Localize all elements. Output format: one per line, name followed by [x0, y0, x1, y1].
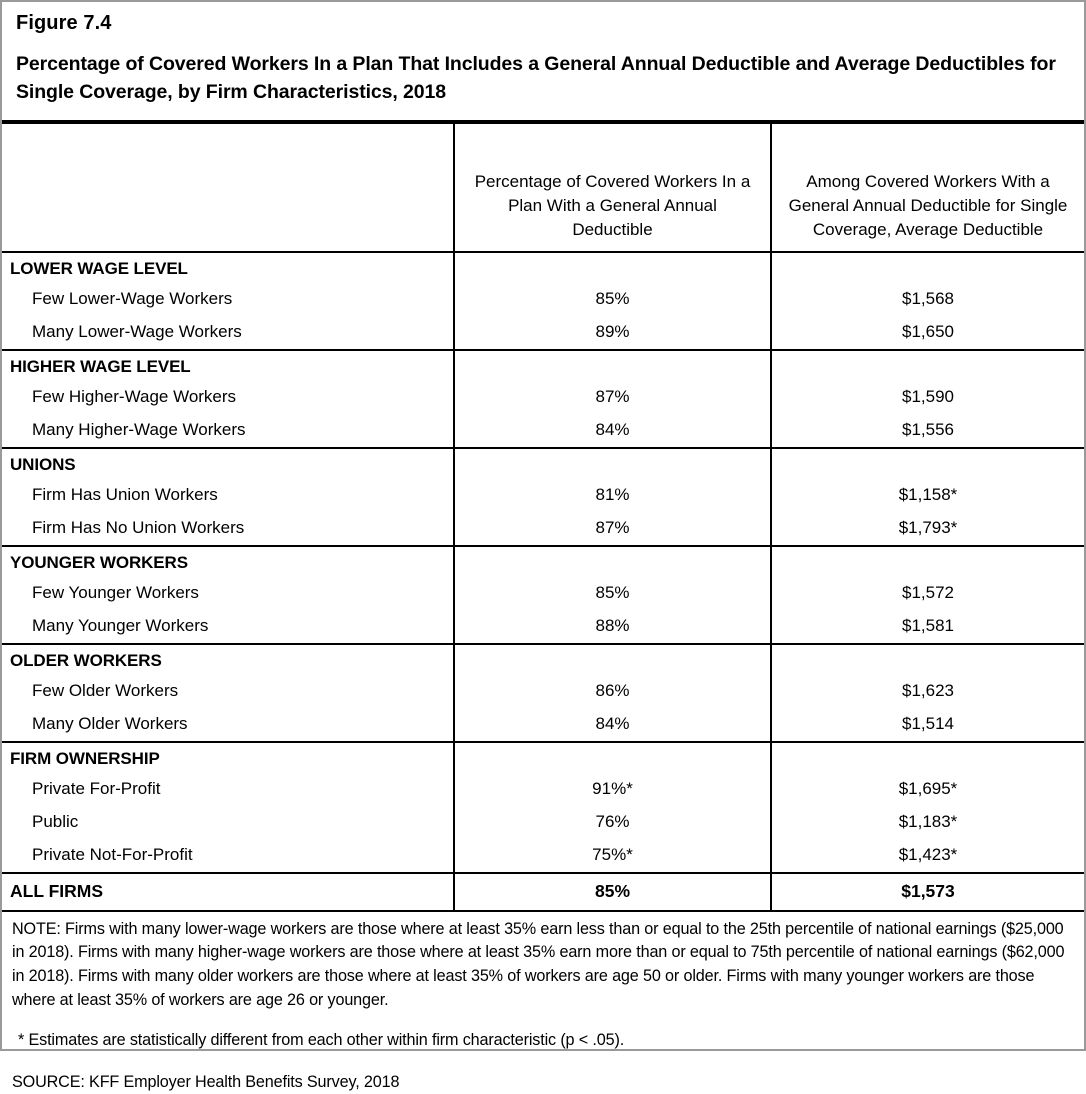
column-header-percentage: Percentage of Covered Workers In a Plan With a General Annual Deductible	[454, 124, 771, 252]
table-group-heading-row	[2, 448, 1084, 479]
table-body	[2, 252, 1084, 911]
table-row	[2, 479, 1084, 512]
group-heading-percentage-cell	[454, 546, 771, 577]
table-row	[2, 839, 1084, 873]
row-deductible-value: $1,514	[771, 708, 1084, 742]
total-row-label: ALL FIRMS	[2, 873, 454, 911]
row-deductible-value: $1,590	[771, 381, 1084, 414]
table-group-heading-row	[2, 546, 1084, 577]
group-heading-percentage-cell	[454, 644, 771, 675]
row-deductible-value: $1,556	[771, 414, 1084, 448]
group-heading-label: YOUNGER WORKERS	[2, 546, 454, 577]
row-label: Few Higher-Wage Workers	[32, 387, 237, 407]
table-row	[2, 610, 1084, 644]
significance-note: * Estimates are statistically different from each other within firm characteristic (p < .05).	[18, 1030, 625, 1049]
table-row	[2, 577, 1084, 610]
note-text: NOTE: Firms with many lower-wage workers are those where at least 35% earn less than or equal to the 25th percentile of national earnings ($25,000 in 2018). Firms with many higher-wage workers are those where at least 35% earn more than or equal to 75th percentile of national earnings ($62,000 in 2018). Firms with many older workers are those where at least 35% of workers are age 50 or older. Firms with many younger workers are those where at least 35% of workers are age 26 or younger.	[12, 919, 1065, 1009]
table-row	[2, 414, 1084, 448]
row-percentage-value: 91%*	[454, 773, 771, 806]
row-deductible-value: $1,423*	[771, 839, 1084, 873]
row-label: Firm Has Union Workers	[32, 485, 218, 505]
group-heading-percentage-cell	[454, 252, 771, 283]
row-deductible-value: $1,158*	[771, 479, 1084, 512]
group-heading-deductible-cell	[771, 742, 1084, 773]
table-row	[2, 512, 1084, 546]
row-label: Many Younger Workers	[32, 616, 209, 636]
row-percentage-value: 85%	[454, 283, 771, 316]
row-deductible-value: $1,793*	[771, 512, 1084, 546]
table-group-heading-row	[2, 644, 1084, 675]
group-heading-label: OLDER WORKERS	[2, 644, 454, 675]
row-label: Many Older Workers	[32, 714, 188, 734]
header-row	[2, 124, 1084, 252]
table-row	[2, 283, 1084, 316]
table-group-heading-row	[2, 252, 1084, 283]
table-group-heading-row	[2, 742, 1084, 773]
table-group-heading-row	[2, 350, 1084, 381]
group-heading-percentage-cell	[454, 742, 771, 773]
group-heading-deductible-cell	[771, 252, 1084, 283]
row-label: Few Younger Workers	[32, 583, 199, 603]
group-heading-percentage-cell	[454, 350, 771, 381]
group-heading-label: UNIONS	[2, 448, 454, 479]
group-heading-label: FIRM OWNERSHIP	[2, 742, 454, 773]
row-percentage-value: 76%	[454, 806, 771, 839]
row-percentage-value: 85%	[454, 577, 771, 610]
row-percentage-value: 84%	[454, 414, 771, 448]
title-block	[2, 2, 1084, 113]
row-deductible-value: $1,695*	[771, 773, 1084, 806]
row-percentage-value: 75%*	[454, 839, 771, 873]
row-label: Firm Has No Union Workers	[32, 518, 245, 538]
row-deductible-value: $1,650	[771, 316, 1084, 350]
page-title: Percentage of Covered Workers In a Plan That Includes a General Annual Deductible and Average Deductibles for Single Coverage, by Firm Characteristics, 2018	[16, 53, 1056, 104]
row-deductible-value: $1,623	[771, 675, 1084, 708]
group-heading-deductible-cell	[771, 350, 1084, 381]
row-label: Many Lower-Wage Workers	[32, 322, 242, 342]
column-header-characteristic	[2, 124, 454, 252]
row-percentage-value: 81%	[454, 479, 771, 512]
footnotes	[2, 912, 1084, 1094]
row-percentage-value: 87%	[454, 381, 771, 414]
row-deductible-value: $1,572	[771, 577, 1084, 610]
total-row-percentage-value: 85%	[454, 873, 771, 911]
row-percentage-value: 89%	[454, 316, 771, 350]
table-row	[2, 773, 1084, 806]
table-row	[2, 675, 1084, 708]
row-label: Many Higher-Wage Workers	[32, 420, 246, 440]
row-percentage-value: 87%	[454, 512, 771, 546]
row-percentage-value: 86%	[454, 675, 771, 708]
row-deductible-value: $1,183*	[771, 806, 1084, 839]
group-heading-percentage-cell	[454, 448, 771, 479]
row-label: Few Older Workers	[32, 681, 179, 701]
row-percentage-value: 84%	[454, 708, 771, 742]
table-total-row	[2, 873, 1084, 911]
row-label: Private Not-For-Profit	[32, 845, 193, 865]
column-header-average-deductible: Among Covered Workers With a General Annual Deductible for Single Coverage, Average Deductible	[771, 124, 1084, 252]
table-row	[2, 806, 1084, 839]
row-deductible-value: $1,581	[771, 610, 1084, 644]
group-heading-label: HIGHER WAGE LEVEL	[2, 350, 454, 381]
source-note: SOURCE: KFF Employer Health Benefits Survey, 2018	[12, 1072, 400, 1091]
row-deductible-value: $1,568	[771, 283, 1084, 316]
table-row	[2, 708, 1084, 742]
row-label: Few Lower-Wage Workers	[32, 289, 233, 309]
table-row	[2, 381, 1084, 414]
row-label: Private For-Profit	[32, 779, 161, 799]
group-heading-deductible-cell	[771, 448, 1084, 479]
deductible-table	[2, 124, 1084, 912]
group-heading-deductible-cell	[771, 644, 1084, 675]
group-heading-label: LOWER WAGE LEVEL	[10, 258, 188, 278]
row-label: Public	[32, 812, 79, 832]
table-row	[2, 316, 1084, 350]
figure-number: Figure 7.4	[16, 12, 112, 34]
table-header	[2, 124, 1084, 252]
total-row-deductible-value: $1,573	[771, 873, 1084, 911]
row-percentage-value: 88%	[454, 610, 771, 644]
group-heading-deductible-cell	[771, 546, 1084, 577]
